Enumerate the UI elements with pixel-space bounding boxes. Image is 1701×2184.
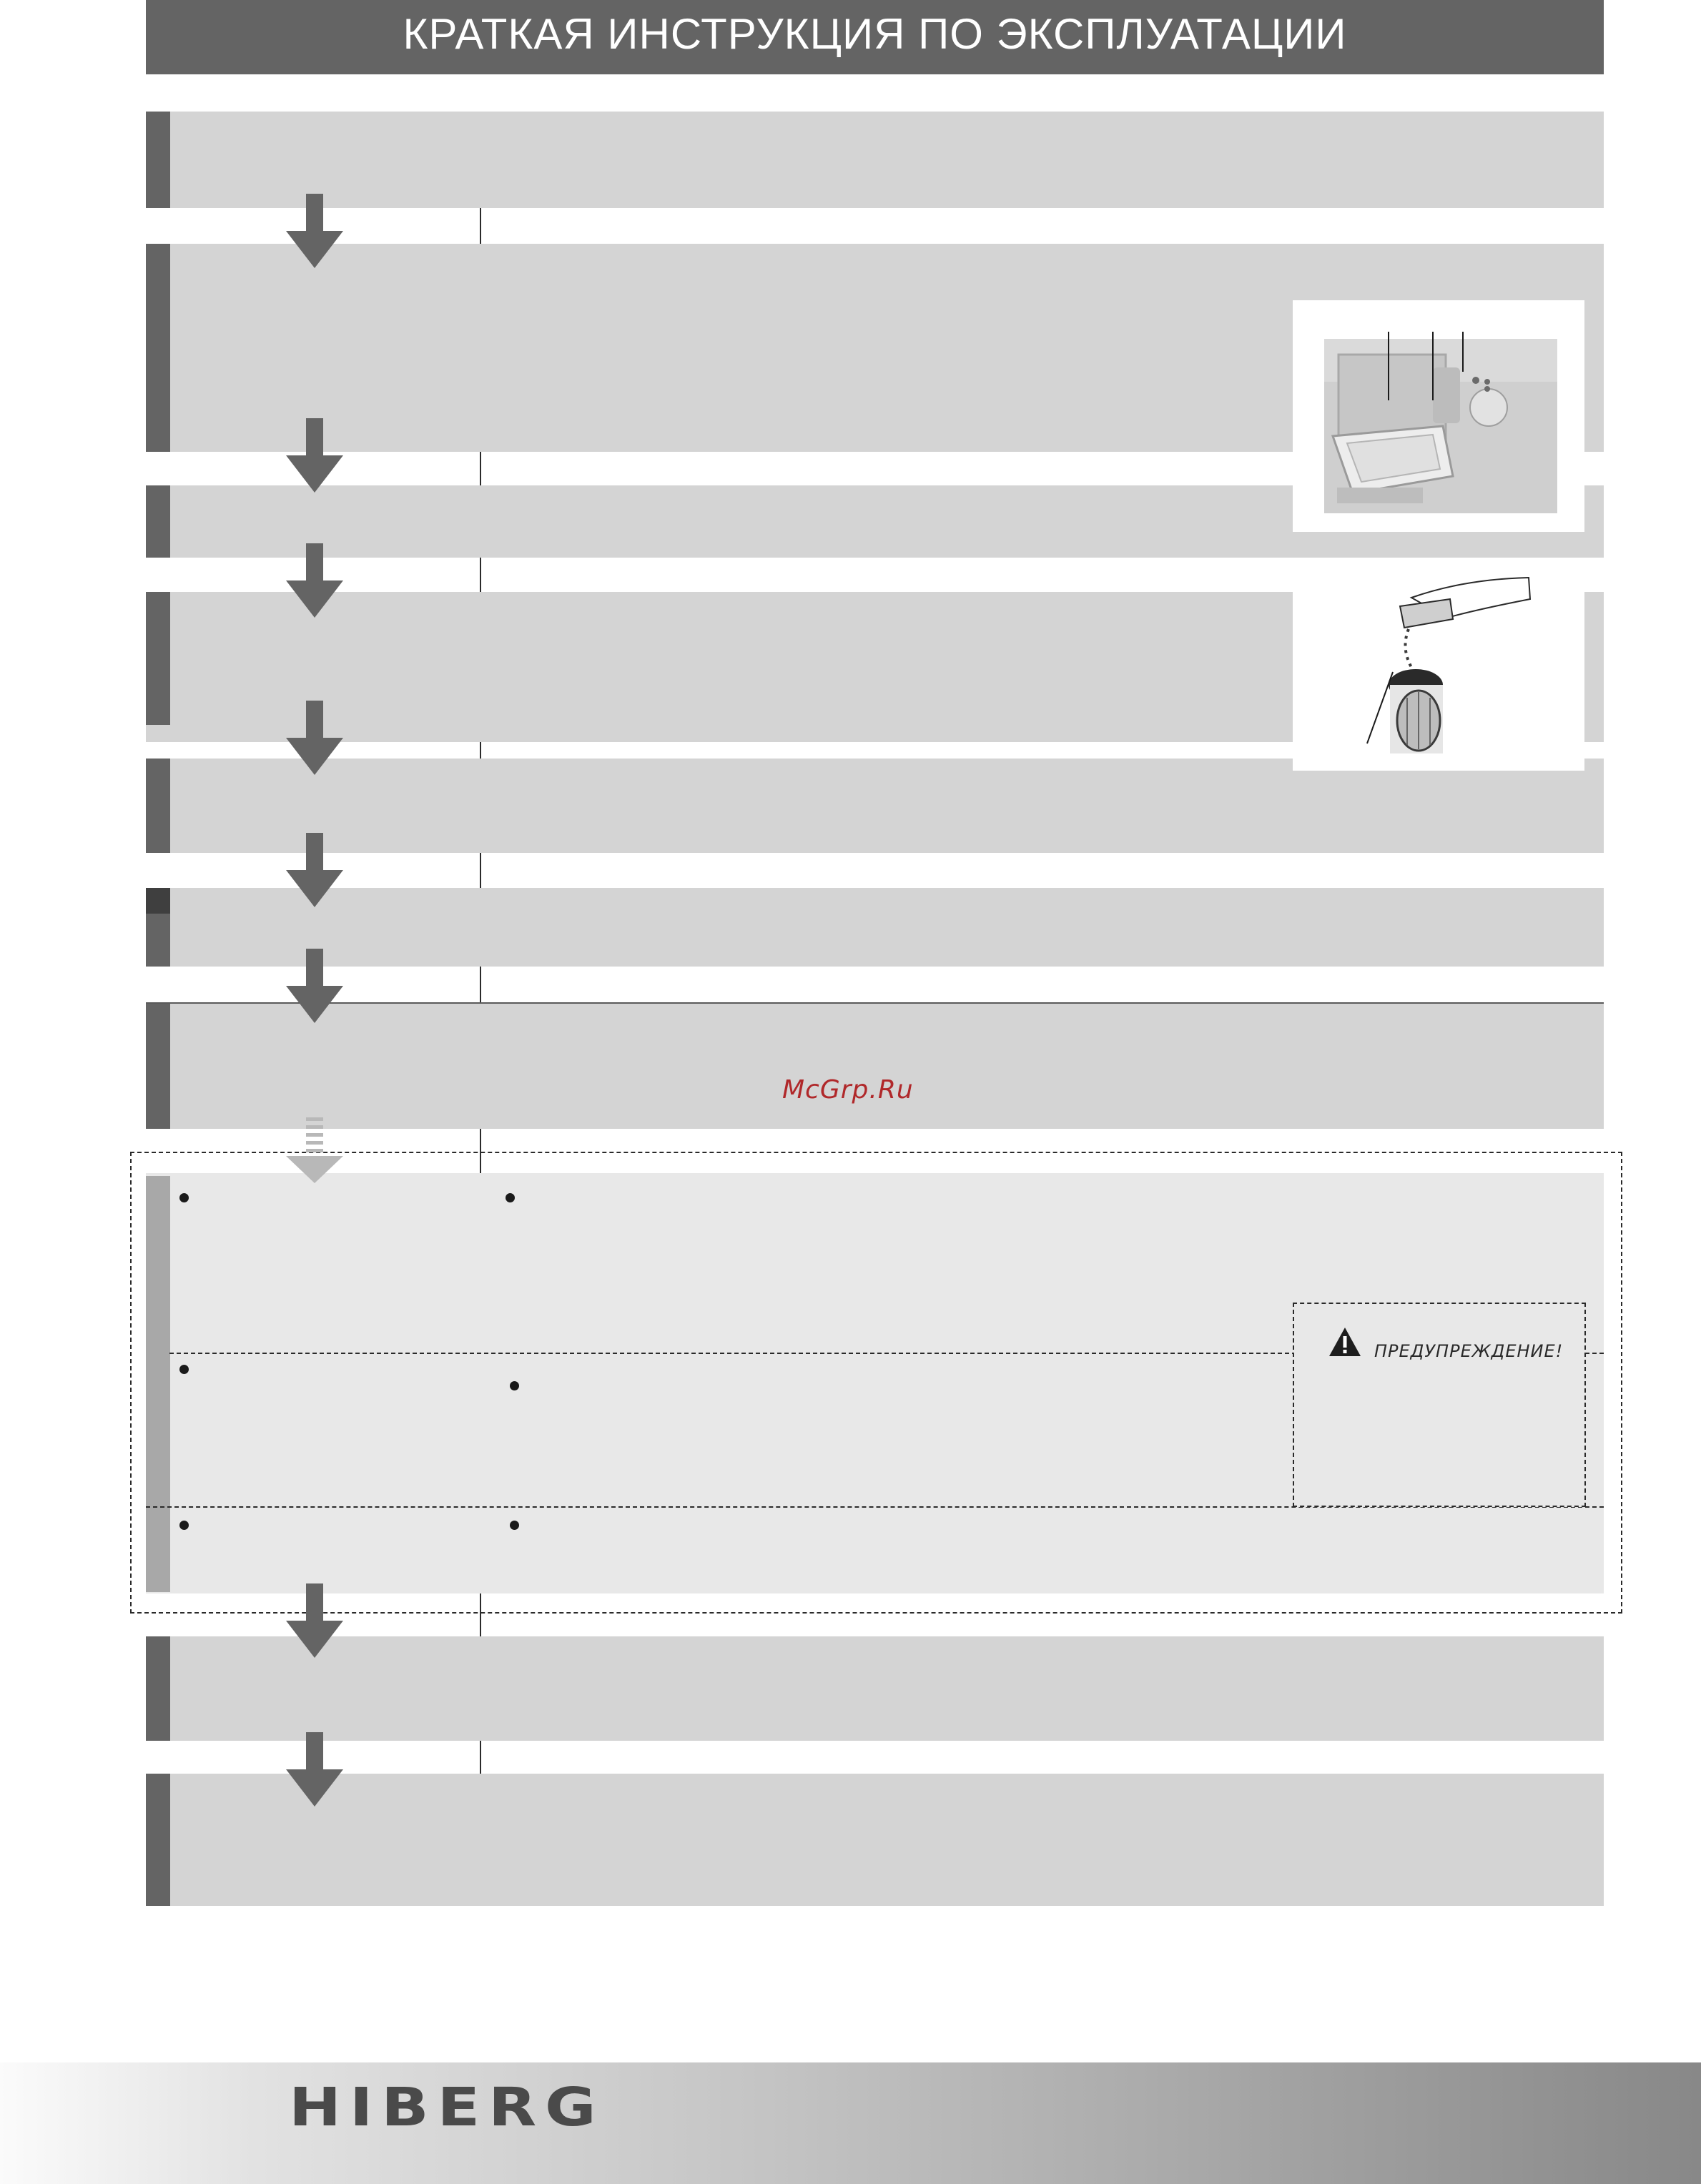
step-tab — [146, 1004, 170, 1129]
down-arrow-icon — [286, 194, 343, 268]
step-tab — [146, 914, 170, 967]
brand-logo: HIBERG — [289, 2077, 605, 2138]
bullet-icon — [179, 1193, 189, 1202]
step-tab — [146, 592, 170, 725]
step-tab — [146, 759, 170, 853]
step-row-1 — [146, 112, 1604, 208]
watermark: McGrp.Ru — [782, 1075, 914, 1105]
down-arrow-icon — [286, 1732, 343, 1807]
step-tab-dark — [146, 888, 170, 914]
step-row-5 — [146, 759, 1604, 853]
step-row-6 — [146, 888, 1604, 967]
bullet-icon — [506, 1193, 515, 1202]
bullet-icon — [510, 1521, 519, 1530]
step-tab — [146, 244, 170, 452]
down-arrow-icon — [286, 418, 343, 493]
down-arrow-icon — [286, 949, 343, 1023]
step-tab — [146, 1636, 170, 1741]
bullet-icon — [510, 1381, 519, 1390]
step-tab — [146, 112, 170, 208]
footer-bar — [0, 2062, 1701, 2184]
step-row-9 — [146, 1774, 1604, 1906]
page-title: КРАТКАЯ ИНСТРУКЦИЯ ПО ЭКСПЛУАТАЦИИ — [146, 0, 1604, 74]
down-arrow-icon — [286, 833, 343, 907]
step-row-8 — [146, 1636, 1604, 1741]
bullet-icon — [179, 1365, 189, 1374]
salt-container-photo — [1293, 565, 1584, 771]
optional-steps-tab — [146, 1176, 170, 1592]
down-arrow-icon — [286, 701, 343, 775]
down-arrow-icon — [286, 543, 343, 618]
step-row-7 — [146, 1002, 1604, 1129]
bullet-icon — [179, 1521, 189, 1530]
step-tab — [146, 1774, 170, 1906]
warning-label: ПРЕДУПРЕЖДЕНИЕ! — [1374, 1341, 1564, 1361]
warning-triangle-icon — [1328, 1326, 1362, 1358]
down-arrow-icon — [286, 1583, 343, 1658]
dispenser-photo — [1293, 300, 1584, 532]
dashed-down-arrow-icon — [286, 1117, 343, 1192]
step-tab — [146, 485, 170, 558]
